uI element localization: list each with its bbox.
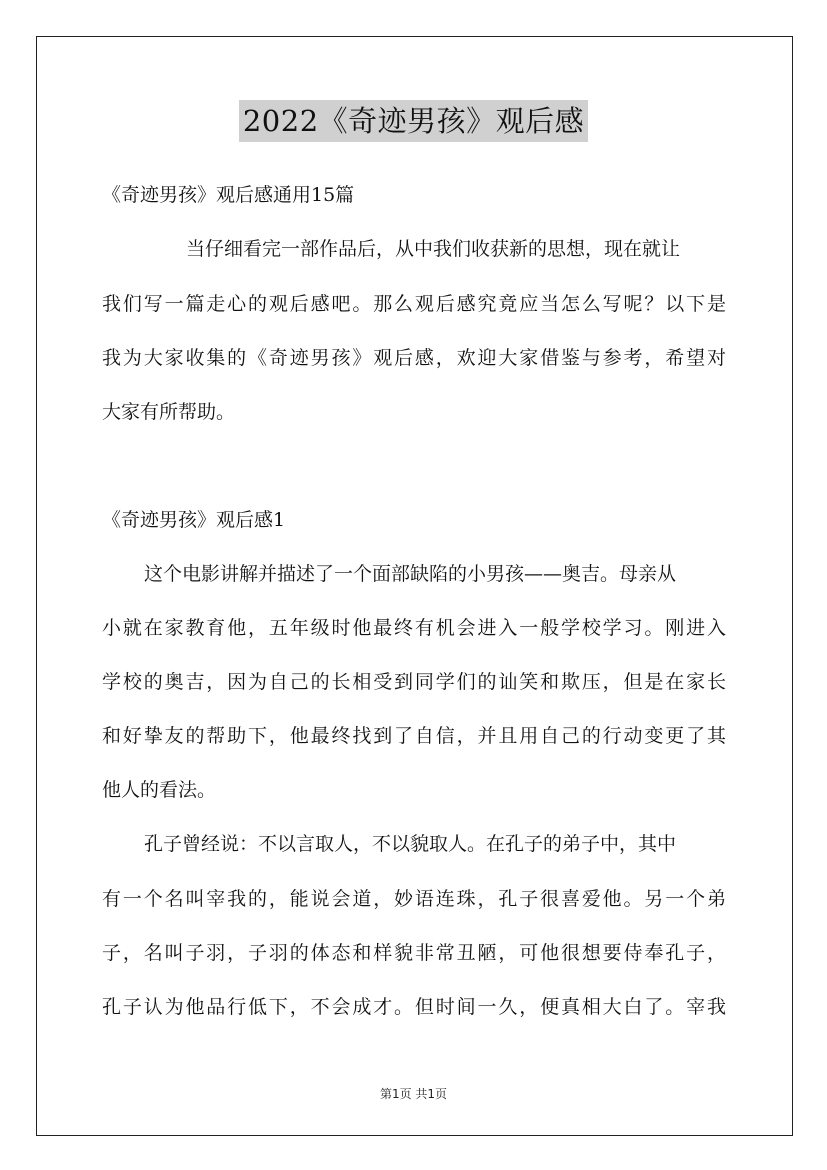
paragraph-line: 他人的看法。 <box>102 779 217 801</box>
page-footer: 第1页 共1页 <box>379 1087 448 1101</box>
intro-line: 当仔细看完一部作品后，从中我们收获新的思想，现在就让 <box>186 238 681 260</box>
document-title: 2022《奇迹男孩》观后感 <box>239 100 588 142</box>
paragraph-line: 小就在家教育他，五年级时他最终有机会进入一般学校学习。刚进入 <box>102 617 726 639</box>
paragraph-line: 有一个名叫宰我的，能说会道，妙语连珠，孔子很喜爱他。另一个弟 <box>102 888 726 910</box>
document-subtitle: 《奇迹男孩》观后感通用15篇 <box>102 184 355 206</box>
intro-line: 大家有所帮助。 <box>102 401 236 423</box>
paragraph-line: 这个电影讲解并描述了一个面部缺陷的小男孩——奥吉。母亲从 <box>144 563 677 585</box>
paragraph-line: 孔子曾经说：不以言取人，不以貌取人。在孔子的弟子中，其中 <box>144 833 677 855</box>
paragraph-line: 和好挚友的帮助下，他最终找到了自信，并且用自己的行动变更了其 <box>102 725 726 747</box>
paragraph-line: 学校的奥吉，因为自己的长相受到同学们的讪笑和欺压，但是在家长 <box>102 671 726 693</box>
intro-line: 我为大家收集的《奇迹男孩》观后感，欢迎大家借鉴与参考，希望对 <box>102 347 726 369</box>
paragraph-line: 子，名叫子羽，子羽的体态和样貌非常丑陋，可他很想要侍奉孔子， <box>102 942 726 964</box>
paragraph-line: 孔子认为他品行低下，不会成才。但时间一久，便真相大白了。宰我 <box>102 996 726 1018</box>
title-container <box>0 100 827 142</box>
intro-line: 我们写一篇走心的观后感吧。那么观后感究竟应当怎么写呢？以下是 <box>102 293 726 315</box>
section-heading: 《奇迹男孩》观后感1 <box>102 509 286 531</box>
